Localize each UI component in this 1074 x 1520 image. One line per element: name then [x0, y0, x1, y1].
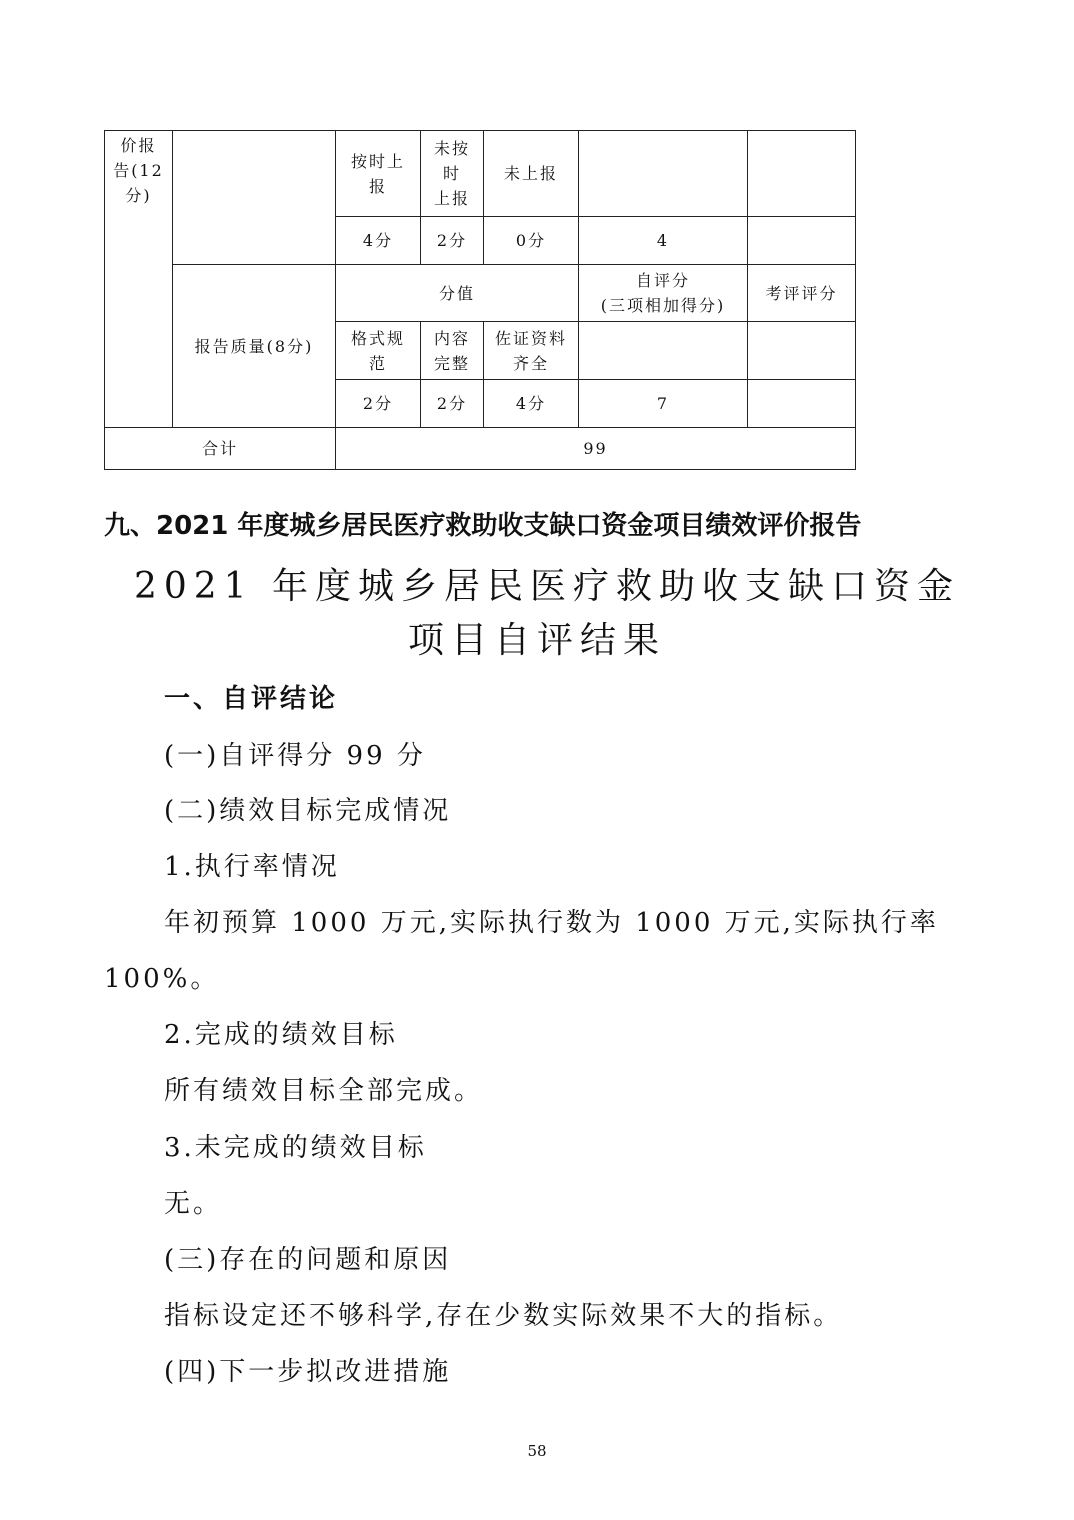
table-cell-score: 2分: [421, 380, 484, 428]
table-cell-on-time: 按时上 报: [336, 131, 421, 217]
table-cell-score: 4分: [336, 217, 421, 265]
table-cell-self-score: 4: [579, 217, 748, 265]
table-cell-empty: [748, 131, 856, 217]
paragraph: 年初预算 1000 万元,实际执行数为 1000 万元,实际执行率: [164, 908, 939, 938]
table-cell-report-quality: 报告质量(8分): [173, 265, 336, 428]
paragraph: (四)下一步拟改进措施: [164, 1357, 452, 1387]
page-number: 58: [527, 1442, 547, 1460]
table-cell-score: 2分: [336, 380, 421, 428]
table-cell-total-label: 合计: [105, 428, 336, 470]
table-cell-score-value-header: 分值: [336, 265, 579, 322]
paragraph: 指标设定还不够科学,存在少数实际效果不大的指标。: [164, 1301, 843, 1331]
paragraph: 所有绩效目标全部完成。: [164, 1076, 484, 1106]
paragraph: (二)绩效目标完成情况: [164, 796, 452, 826]
report-title-line1: 2021 年度城乡居民医疗救助收支缺口资金: [133, 566, 961, 607]
table-cell-content: 内容 完整: [421, 322, 484, 380]
table-cell-format: 格式规 范: [336, 322, 421, 380]
table-cell-not-reported: 未上报: [484, 131, 579, 217]
table-cell-late: 未按 时 上报: [421, 131, 484, 217]
table-cell-self-eval-header: 自评分 (三项相加得分): [579, 265, 748, 322]
table-cell-empty: [748, 217, 856, 265]
paragraph: 1.执行率情况: [164, 852, 340, 882]
table-cell-evidence: 佐证资料 齐全: [484, 322, 579, 380]
table-cell-review-header: 考评评分: [748, 265, 856, 322]
table-cell-empty: [579, 322, 748, 380]
table-cell-empty: [173, 131, 336, 265]
table-cell-self-score: 7: [579, 380, 748, 428]
paragraph: 无。: [164, 1189, 223, 1219]
paragraph: 3.未完成的绩效目标: [164, 1133, 427, 1163]
table-cell-score: 0分: [484, 217, 579, 265]
paragraph: (一)自评得分 99 分: [164, 741, 426, 771]
paragraph: 2.完成的绩效目标: [164, 1020, 398, 1050]
table-cell-score: 2分: [421, 217, 484, 265]
table-cell-score: 4分: [484, 380, 579, 428]
table-cell-empty: [748, 380, 856, 428]
section-heading: 九、2021 年度城乡居民医疗救助收支缺口资金项目绩效评价报告: [104, 511, 862, 541]
heading-conclusion: 一、自评结论: [164, 684, 339, 714]
report-title-line2: 项目自评结果: [407, 620, 666, 661]
paragraph: 100%。: [104, 964, 220, 994]
paragraph: (三)存在的问题和原因: [164, 1245, 452, 1275]
evaluation-score-table: [104, 130, 856, 470]
table-cell-empty: [579, 131, 748, 217]
table-cell-empty: [748, 322, 856, 380]
table-cell-total-value: 99: [336, 428, 856, 470]
table-cell-section-label: 价报 告(12 分): [105, 131, 173, 428]
